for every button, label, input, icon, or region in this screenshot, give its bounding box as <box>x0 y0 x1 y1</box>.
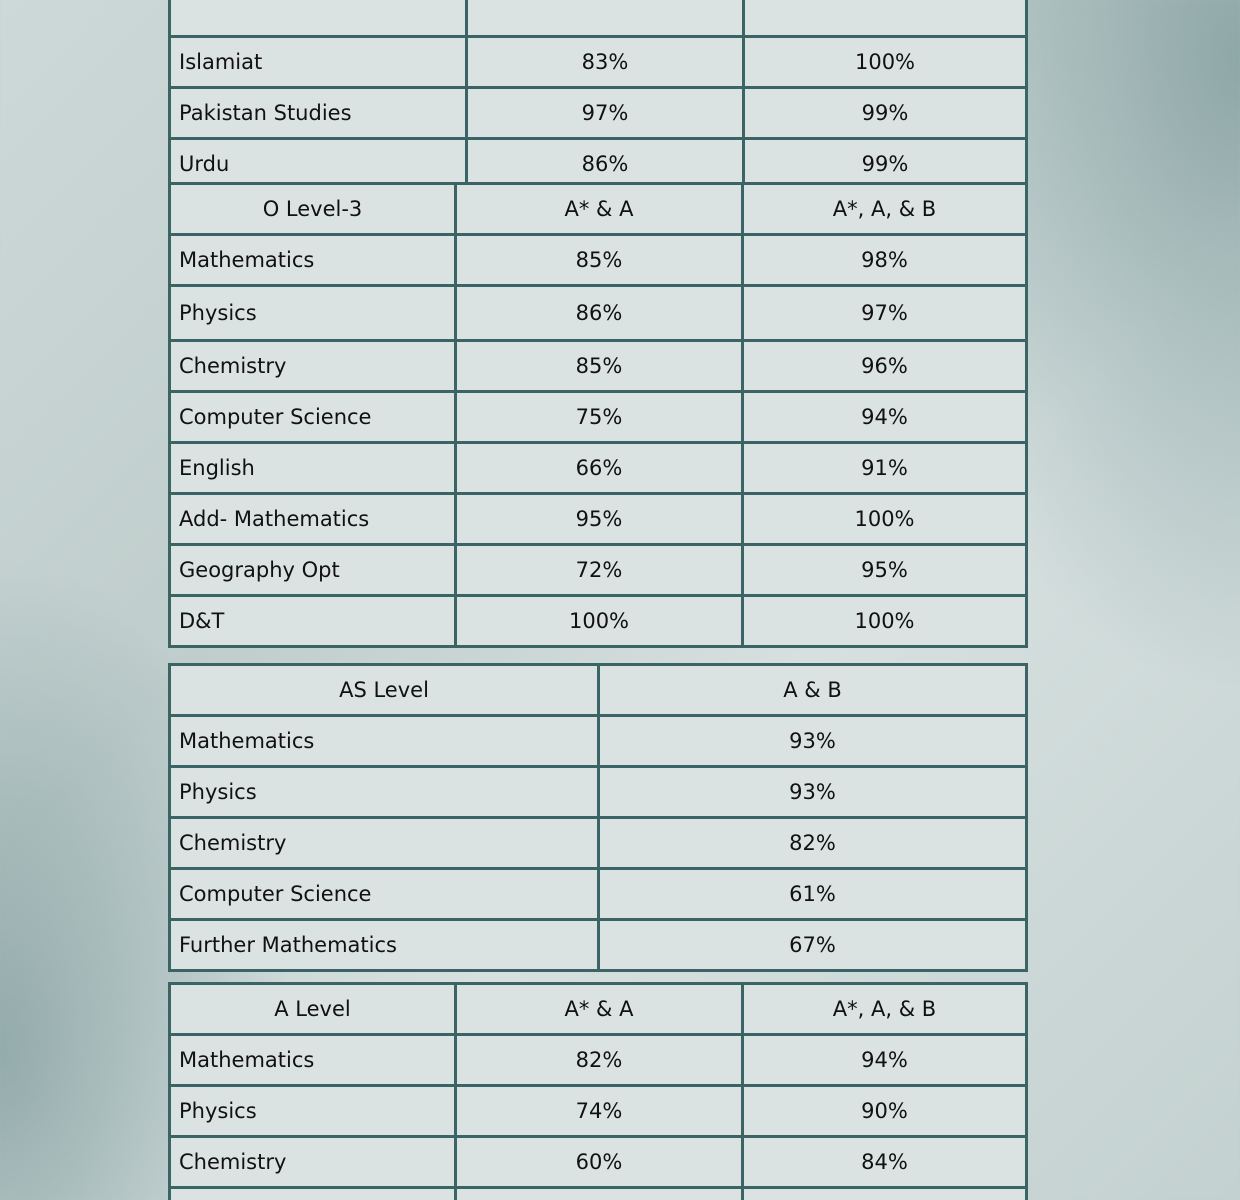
value-cell: 95% <box>456 494 743 545</box>
subject-cell: Further Mathematics <box>170 920 599 971</box>
value-cell: 100% <box>743 494 1027 545</box>
subject-cell: Physics <box>170 1086 456 1137</box>
table-row <box>170 920 1027 971</box>
table-row <box>170 341 1027 392</box>
subject-cell: Mathematics <box>170 1035 456 1086</box>
value-cell: 93% <box>599 716 1027 767</box>
subject-cell: D&T <box>170 596 456 647</box>
table-row <box>170 88 1027 139</box>
value-cell: 99% <box>744 139 1027 190</box>
table-row <box>170 443 1027 494</box>
subject-cell: Geography Opt <box>170 545 456 596</box>
value-cell <box>743 1188 1027 1200</box>
value-cell <box>467 0 744 37</box>
value-cell: 91% <box>743 443 1027 494</box>
value-cell: 100% <box>456 596 743 647</box>
value-cell: 96% <box>743 341 1027 392</box>
value-cell: 93% <box>599 767 1027 818</box>
value-cell: 66% <box>456 443 743 494</box>
value-cell: 82% <box>599 818 1027 869</box>
value-cell: 85% <box>456 235 743 286</box>
subject-cell: Mathematics <box>170 235 456 286</box>
subject-cell <box>170 0 467 37</box>
value-cell: 72% <box>456 545 743 596</box>
table-header-row <box>170 184 1027 235</box>
header-cell: A & B <box>599 665 1027 716</box>
subject-cell: Chemistry <box>170 818 599 869</box>
subject-cell: Mathematics <box>170 716 599 767</box>
value-cell: 94% <box>743 392 1027 443</box>
value-cell: 61% <box>599 869 1027 920</box>
table-row <box>170 1086 1027 1137</box>
subject-cell: Pakistan Studies <box>170 88 467 139</box>
subject-cell: Physics <box>170 767 599 818</box>
subject-cell: Physics <box>170 286 456 341</box>
subject-cell: Computer Science <box>170 392 456 443</box>
header-cell: O Level-3 <box>170 184 456 235</box>
table-row <box>170 869 1027 920</box>
table-row <box>170 494 1027 545</box>
table-row <box>170 286 1027 341</box>
value-cell: 99% <box>744 88 1027 139</box>
value-cell: 84% <box>743 1137 1027 1188</box>
results-table-as-level <box>168 663 1028 972</box>
table-row <box>170 818 1027 869</box>
value-cell: 97% <box>467 88 744 139</box>
table-row <box>170 235 1027 286</box>
results-table-previous <box>168 0 1028 191</box>
table-row <box>170 716 1027 767</box>
header-cell: A*, A, & B <box>743 184 1027 235</box>
value-cell: 94% <box>743 1035 1027 1086</box>
value-cell: 85% <box>456 341 743 392</box>
subject-cell: Computer Science <box>170 869 599 920</box>
results-table-a-level <box>168 982 1028 1200</box>
value-cell: 95% <box>743 545 1027 596</box>
table-row <box>170 545 1027 596</box>
subject-cell: Add- Mathematics <box>170 494 456 545</box>
value-cell: 60% <box>456 1137 743 1188</box>
table-row <box>170 0 1027 37</box>
header-cell: A Level <box>170 984 456 1035</box>
value-cell: 82% <box>456 1035 743 1086</box>
header-cell: A* & A <box>456 184 743 235</box>
table-row <box>170 767 1027 818</box>
table-row <box>170 596 1027 647</box>
subject-cell: English <box>170 443 456 494</box>
value-cell: 75% <box>456 392 743 443</box>
value-cell: 100% <box>743 596 1027 647</box>
table-row <box>170 1035 1027 1086</box>
table-row <box>170 392 1027 443</box>
header-cell: AS Level <box>170 665 599 716</box>
table-header-row <box>170 665 1027 716</box>
table-row <box>170 1137 1027 1188</box>
value-cell: 74% <box>456 1086 743 1137</box>
value-cell: 67% <box>599 920 1027 971</box>
value-cell <box>744 0 1027 37</box>
header-cell: A*, A, & B <box>743 984 1027 1035</box>
subject-cell: Urdu <box>170 139 467 190</box>
value-cell: 98% <box>743 235 1027 286</box>
value-cell: 86% <box>467 139 744 190</box>
value-cell: 83% <box>467 37 744 88</box>
value-cell: 100% <box>744 37 1027 88</box>
table-row <box>170 37 1027 88</box>
subject-cell: Chemistry <box>170 1137 456 1188</box>
subject-cell: Chemistry <box>170 341 456 392</box>
header-cell: A* & A <box>456 984 743 1035</box>
value-cell: 86% <box>456 286 743 341</box>
subject-cell: Islamiat <box>170 37 467 88</box>
table-header-row <box>170 984 1027 1035</box>
subject-cell <box>170 1188 456 1200</box>
results-table-o-level-3 <box>168 182 1028 648</box>
value-cell: 90% <box>743 1086 1027 1137</box>
table-row <box>170 1188 1027 1200</box>
value-cell: 97% <box>743 286 1027 341</box>
value-cell <box>456 1188 743 1200</box>
